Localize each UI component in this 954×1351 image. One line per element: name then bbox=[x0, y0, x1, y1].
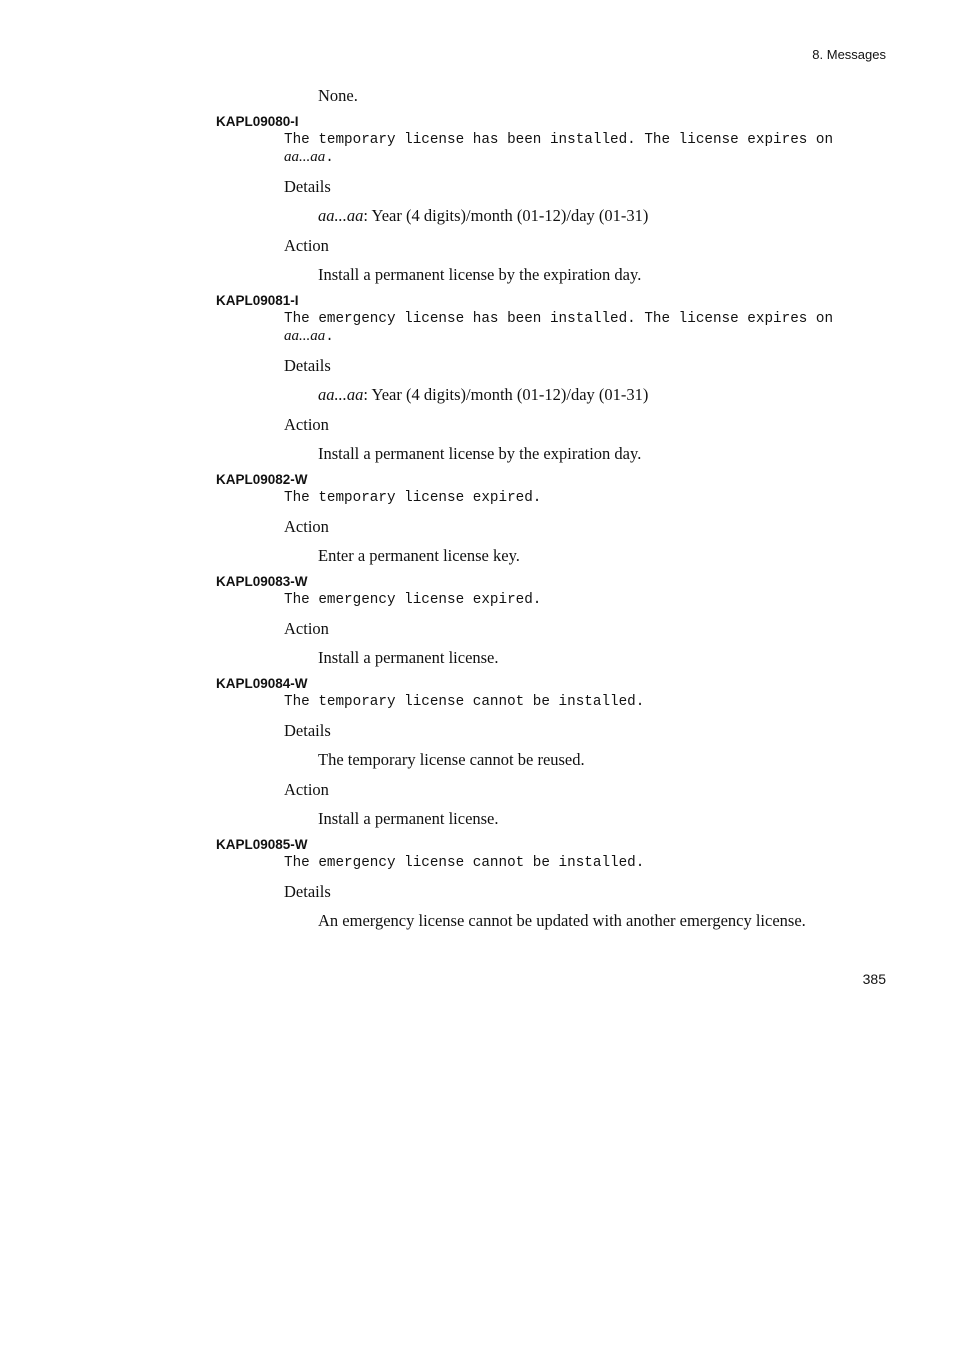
message-code: KAPL09082-W bbox=[216, 472, 308, 487]
details-label: Details bbox=[284, 721, 331, 740]
details-text: The temporary license cannot be reused. bbox=[318, 750, 585, 769]
details-variable: aa...aa bbox=[318, 385, 364, 404]
details-text: An emergency license cannot be updated with another emergency license. bbox=[318, 911, 806, 930]
message-entry bbox=[216, 293, 886, 464]
message-entry bbox=[216, 472, 886, 566]
action-text: Enter a permanent license key. bbox=[318, 546, 520, 565]
message-text bbox=[284, 311, 886, 346]
message-entry bbox=[216, 676, 886, 829]
message-text: The temporary license cannot be installed. bbox=[284, 694, 645, 710]
message-code: KAPL09083-W bbox=[216, 574, 308, 589]
message-entry bbox=[216, 837, 886, 931]
action-label: Action bbox=[284, 780, 329, 799]
message-code: KAPL09084-W bbox=[216, 676, 308, 691]
page-number: 385 bbox=[862, 971, 886, 987]
details-body: : Year (4 digits)/month (01-12)/day (01-31) bbox=[363, 385, 649, 404]
previous-action-text: None. bbox=[318, 86, 358, 105]
details-text bbox=[318, 206, 886, 226]
details-body: : Year (4 digits)/month (01-12)/day (01-31) bbox=[363, 206, 649, 225]
action-label: Action bbox=[284, 517, 329, 536]
message-list bbox=[216, 86, 886, 931]
action-text: Install a permanent license by the expiration day. bbox=[318, 444, 642, 463]
action-label: Action bbox=[284, 619, 329, 638]
message-entry bbox=[216, 114, 886, 285]
details-variable: aa...aa bbox=[318, 206, 364, 225]
message-text: The emergency license expired. bbox=[284, 592, 542, 608]
details-label: Details bbox=[284, 882, 331, 901]
message-entry bbox=[216, 574, 886, 668]
message-code: KAPL09085-W bbox=[216, 837, 308, 852]
running-header: 8. Messages bbox=[812, 47, 886, 62]
message-text-body: The temporary license has been installed. The license expires on bbox=[284, 132, 834, 148]
details-label: Details bbox=[284, 356, 331, 375]
message-code: KAPL09081-I bbox=[216, 293, 299, 308]
action-label: Action bbox=[284, 236, 329, 255]
message-text-end: . bbox=[325, 329, 334, 345]
details-label: Details bbox=[284, 177, 331, 196]
message-text bbox=[284, 132, 886, 167]
message-text-end: . bbox=[325, 150, 334, 166]
details-text bbox=[318, 385, 886, 405]
message-text: The emergency license cannot be installed. bbox=[284, 855, 645, 871]
message-code: KAPL09080-I bbox=[216, 114, 299, 129]
action-text: Install a permanent license. bbox=[318, 809, 499, 828]
message-variable: aa...aa bbox=[284, 149, 326, 165]
action-text: Install a permanent license by the expiration day. bbox=[318, 265, 642, 284]
action-label: Action bbox=[284, 415, 329, 434]
message-text-body: The emergency license has been installed. The license expires on bbox=[284, 311, 834, 327]
message-variable: aa...aa bbox=[284, 328, 326, 344]
action-text: Install a permanent license. bbox=[318, 648, 499, 667]
message-text: The temporary license expired. bbox=[284, 490, 542, 506]
